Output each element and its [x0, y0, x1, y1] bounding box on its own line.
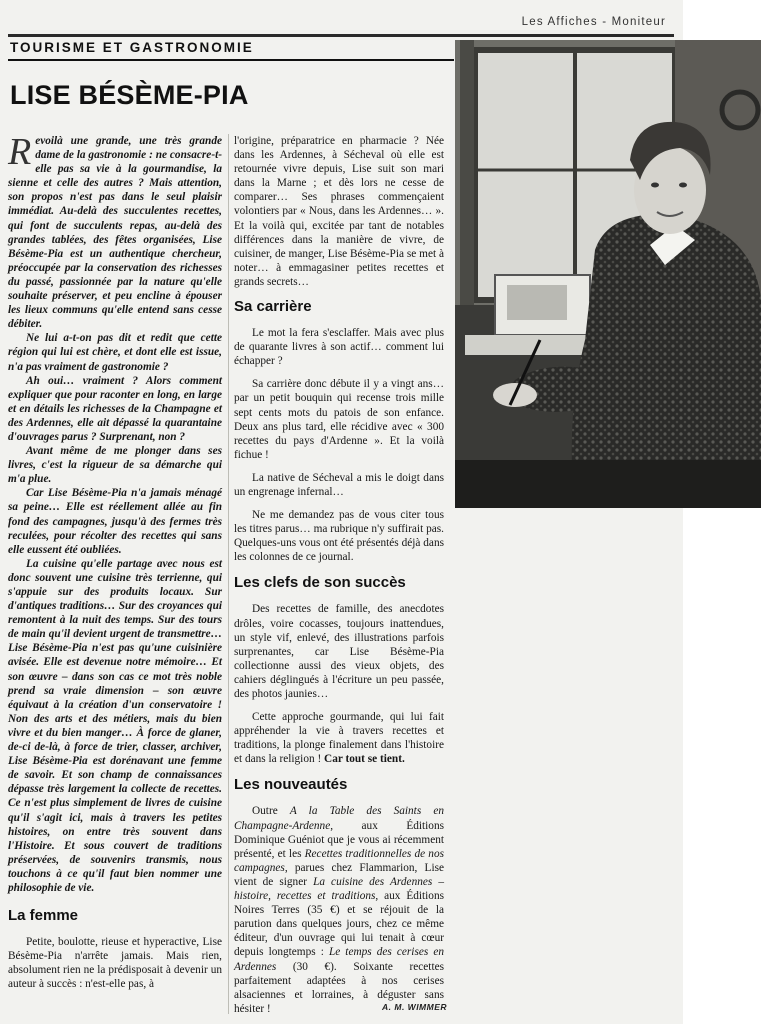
- portrait-photo: [455, 40, 761, 508]
- subheading-nouveautes: Les nouveautés: [234, 776, 348, 794]
- lead-paragraph-3: Ah oui… vraiment ? Alors comment expliquer que pour raconter en long, en large et en détails les richesses de la Champagne et des Ardennes, elle ait dépassé la quarantaine d'ouvrages parus ? Surprenant, non ?: [8, 374, 222, 443]
- carriere-paragraph-1: Le mot la fera s'esclaffer. Mais avec plus de quarante livres à son actif… comment lui échapper ?: [234, 327, 444, 368]
- desk: [455, 460, 761, 508]
- headline: LISE BÉSÈME-PIA: [10, 80, 249, 110]
- nouveautes-paragraph: Outre A la Table des Saints en Champagne-Ardenne, aux Éditions Dominique Guéniot que je vous ai récemment présenté, et les Recettes traditionnelles de nos campagnes, parues chez Flammarion, Lise vient de signer La cuisine des Ardennes – histoire, recettes et traditions, aux Éditions Noires Terres (35 €) et se réjouit de la parution dans quelques jours, chez ce même éditeur, d'un ouvrage qui lui tenait à cœur depuis longtemps : Le temps des cerises en Ardennes (30 €). Soixante recettes parfaitement adaptées à nos cerises alsaciennes et lorraines, à déguster sans hésiter !: [234, 805, 445, 1015]
- carriere-paragraph-4: Ne me demandez pas de vous citer tous les titres parus… ma rubrique n'y suffirait pas. Quelques-uns vous ont été présentés déjà dans les colonnes de ce journal.: [234, 509, 444, 564]
- la-femme-paragraph-continued: l'origine, préparatrice en pharmacie ? Née dans les Ardennes, à Sécheval où elle est retournée vivre depuis, Lise suit son mari dans la Marne ; et dès lors ne cesse de comparer… Ses phrases commençaient volontiers par « Nous, dans les Ardennes… ». Et la voilà qui, excitée par tant de notables différences dans la manière de vivre, de cuisiner, de manger, Lise Bésème-Pia se met à noter… à emmagasiner petites recettes et grands secrets…: [234, 135, 444, 288]
- lead-paragraph-2: Ne lui a-t-on pas dit et redit que cette région qui lui est chère, et dont elle est issue, n'a pas vraiment de gastronomie ?: [8, 332, 222, 373]
- clefs-paragraph-1: Des recettes de famille, des anecdotes drôles, voire cocasses, toujours inattendues, un style vif, enlevé, des illustrations parfois surprenantes, car Lise Bésème-Pia collectionne aussi des vieux objets, des cahiers déglingués à l'écriture un peu passée, des photos jaunies…: [234, 603, 444, 700]
- rubric: TOURISME ET GASTRONOMIE: [10, 40, 254, 55]
- masthead-title: Les Affiches - Moniteur: [521, 16, 666, 28]
- subheading-carriere: Sa carrière: [234, 298, 312, 316]
- masthead: [8, 16, 674, 37]
- dropcap: R: [8, 131, 32, 173]
- lead-paragraph: Revoilà une grande, une très grande dame de la gastronomie : ne consacre-t-elle pas sa vie à la gourmandise, la sienne et celle des autres ? Mais attention, son propos n'est pas dans le seul plaisir immédiat. Au-delà des succulentes recettes, qui font de succulents repas, au-delà des grandes tablées, des fêtes organisées, Lise Bésème-Pia est un authentique chercheur, préoccupée par la conservation des richesses du passé, passionnée par la nature qu'elle souhaite préserver, et peu encline à épouser les lieux communs qu'elle entend sans cesse débiter.: [8, 131, 222, 331]
- lead-paragraph-4: Avant même de me plonger dans ses livres, c'est la rigueur de sa démarche qui m'a plue.: [8, 445, 222, 486]
- column-right: [234, 134, 444, 1025]
- clefs-paragraph-2: Cette approche gourmande, qui lui fait appréhender la vie à travers recettes et traditions, la plonge finalement dans l'histoire et dans la religion ! Car tout se tient.: [234, 711, 444, 766]
- subheading-clefs: Les clefs de son succès: [234, 574, 406, 592]
- author-signature: A. M. WIMMER: [382, 1002, 448, 1012]
- subheading-la-femme: La femme: [8, 907, 79, 925]
- carriere-paragraph-2: Sa carrière donc débute il y a vingt ans… par un petit bouquin qui recense trois mille sept cents mots du patois de son enfance. Deux ans plus tard, elle récidive avec « 300 recettes du pays d'Ardenne ». Et la voilà fichue !: [234, 378, 444, 461]
- column-divider: [228, 134, 229, 1014]
- portrait-illustration: [455, 40, 761, 508]
- carriere-paragraph-3: La native de Sécheval a mis le doigt dans un engrenage infernal…: [234, 471, 444, 498]
- papers: [465, 335, 595, 355]
- lead-paragraph-6: La cuisine qu'elle partage avec nous est donc souvent une cuisine très terrienne, qui s'appuie sur des produits locaux. Sur d'antiques traditions… Sur des croyances qui remontent à la nuit des temps. Sur des tours de main qu'il devient urgent de transmettre… Lise Bésème-Pia n'est pas qu'une cuisinière avisée. Elle est devenue notre mémoire… Et son œuvre – dans son cas ce mot très noble prend sa vraie dimension – son œuvre équivaut à la création d'un conservatoire ! Non des arts et des métiers, mais du bien vivre et du bien manger… À force de glaner, de-ci de-là, à force de trier, classer, archiver, Lise Bésème-Pia est dorénavant une femme de savoir. Et son champ de connaissances dépasse très largement la collecte de recettes. Ce n'est plus simplement de livres de cuisine qu'il s'agit ici, mais à travers les petites histoires, on entre très souvent dans l'Histoire. Et sous couvert de traditions préservées, de souvenirs transmis, nous touchons à ce qu'il faut bien nommer une philosophie de vie.: [8, 557, 222, 894]
- column-left: [8, 131, 222, 991]
- la-femme-paragraph: Petite, boulotte, rieuse et hyperactive, Lise Bésème-Pia n'arrête jamais. Mais rien, absolument rien ne la prédisposait à devenir un auteur à succès : n'est-elle pas, à: [8, 936, 222, 991]
- rubric-rule: [8, 59, 454, 61]
- lead-paragraph-5: Car Lise Bésème-Pia n'a jamais ménagé sa peine… Elle est réellement allée au fin fond des campagnes, jusqu'à des fermes très reculées, pour récolter des recettes qui sans elle eussent été oubliées.: [8, 487, 222, 556]
